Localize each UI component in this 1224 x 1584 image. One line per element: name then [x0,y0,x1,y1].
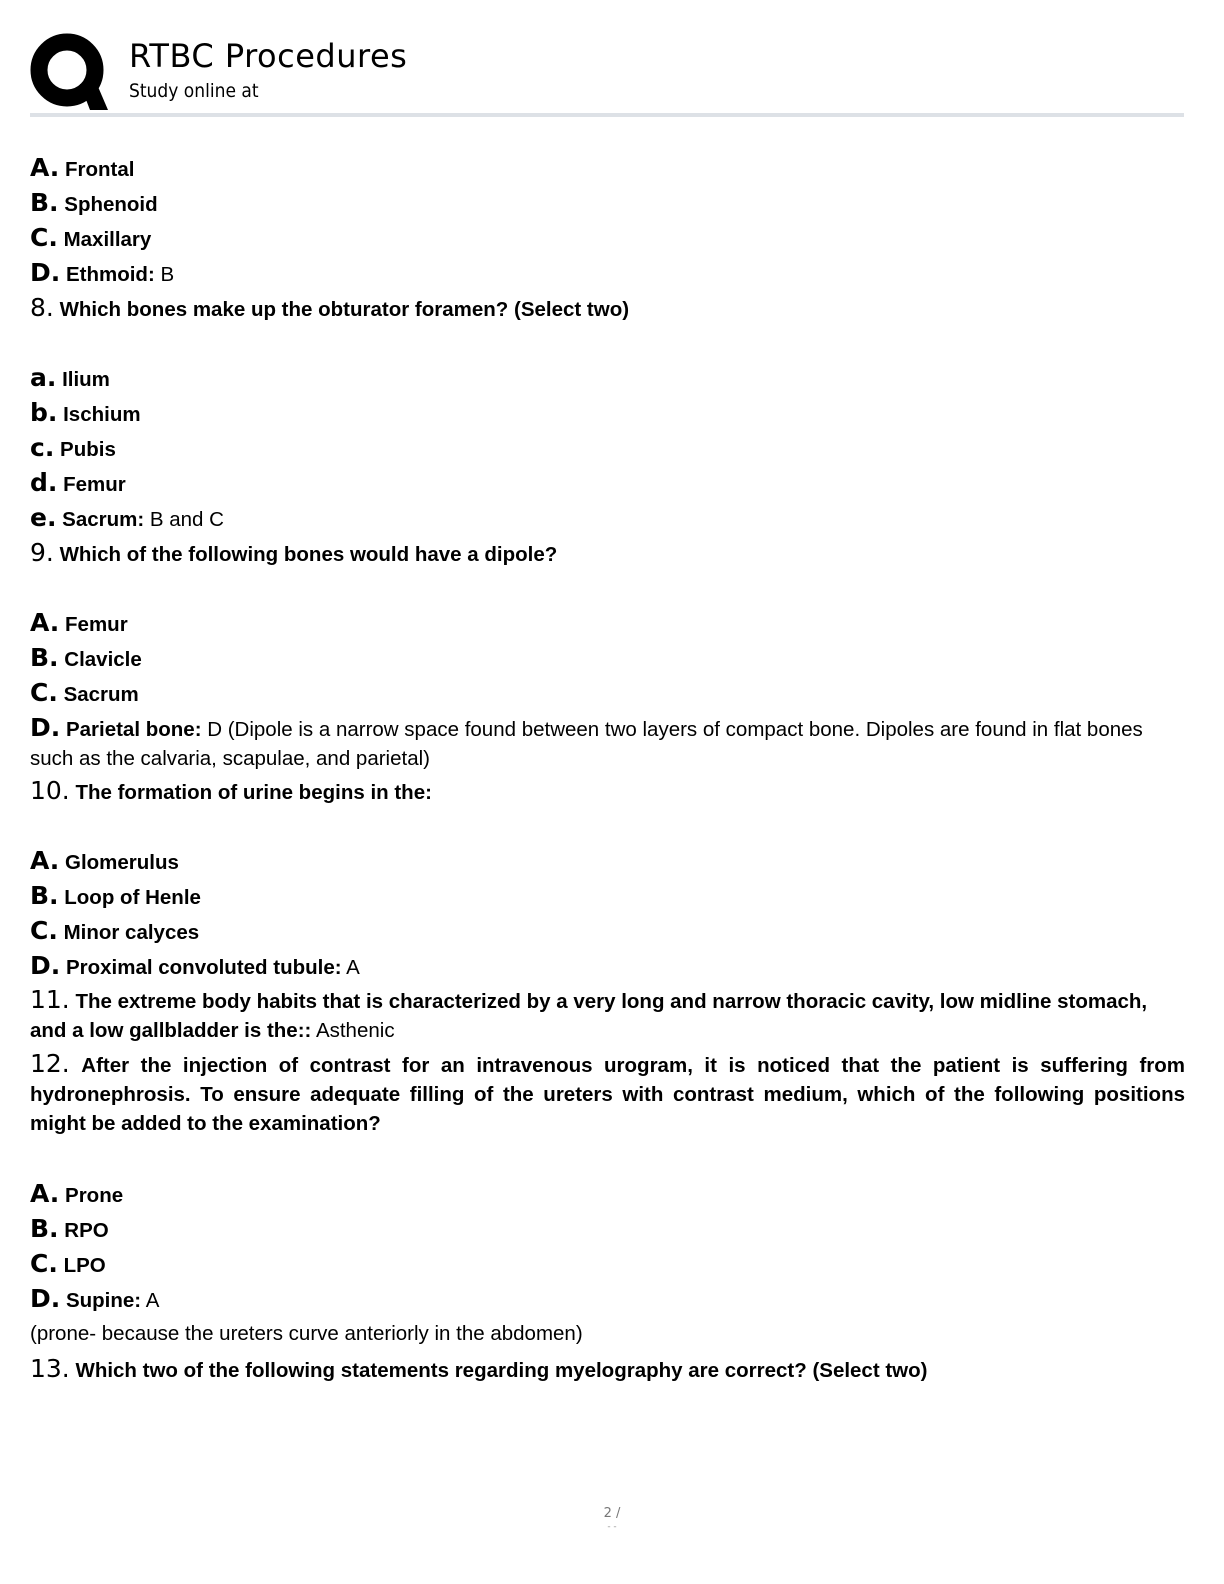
svg-text:Q: Q [30,32,31,33]
header-divider [30,113,1184,117]
answer-text: B [160,263,175,286]
document-body [30,150,1185,1386]
answer-text: Asthenic [315,1019,395,1042]
option-line: D. Parietal bone: D (Dipole is a narrow space found between two layers of compact bone. Dipoles are found in flat bones such as the calvaria, scapulae, and parietal) [30,713,1143,770]
question-line: 12. After the injection of contrast for an intravenous urogram, it is noticed that the patient is suffering from hydronephrosis. To ensure adequate filling of the ureters with contrast medium, which of the following positions might be added to the examination? [30,1049,1185,1135]
option-line: C. LPO [30,1249,106,1278]
option-line: A. Frontal [30,153,135,182]
answer-text: D (Dipole is a narrow space found between two layers of compact bone. Dipoles are found in flat bones such as the calvaria, scapulae, and parietal) [30,718,1143,770]
answer-text: A [145,1289,160,1312]
option-line: e. Sacrum: B and C [30,503,224,532]
option-line: D. Supine: A [30,1284,160,1313]
question-line: 8. Which bones make up the obturator foramen? (Select two) [30,293,630,322]
option-line: B. Clavicle [30,643,142,672]
page-number-dashes: - - [607,1522,617,1532]
answer-text: A [346,956,360,979]
answer-text: B and C [149,508,224,531]
option-line: A. Femur [30,608,128,637]
option-line: a. Ilium [30,363,110,392]
option-line: B. RPO [30,1214,109,1243]
option-line: A. Prone [30,1179,124,1208]
question-line: 9. Which of the following bones would have a dipole? [30,538,558,567]
option-line: C. Maxillary [30,223,152,252]
page-number: 2 / [603,1506,621,1521]
option-line: D. Proximal convoluted tubule: A [30,951,360,980]
page-header [30,30,1184,118]
option-line: C. Sacrum [30,678,139,707]
option-line: A. Glomerulus [30,846,179,875]
document-title: RTBC Procedures [129,37,408,75]
option-line: D. Ethmoid: B [30,258,175,287]
question-line: 13. Which two of the following statements regarding myelography are correct? (Select two) [30,1354,928,1383]
option-line: C. Minor calyces [30,916,200,945]
quizlet-logo [30,32,108,110]
question-line: 10. The formation of urine begins in the: [30,776,432,805]
question-line: 11. The extreme body habits that is characterized by a very long and narrow thoracic cavity, low midline stomach, and a low gallbladder is the:: Asthenic [30,985,1148,1042]
option-line: d. Femur [30,468,126,497]
option-line: B. Loop of Henle [30,881,201,910]
document-subtitle: Study online at [129,80,259,102]
answer-note: (prone- because the ureters curve anteriorly in the abdomen) [30,1322,583,1345]
option-line: B. Sphenoid [30,188,158,217]
option-line: b. Ischium [30,398,141,427]
option-line: c. Pubis [30,433,116,462]
